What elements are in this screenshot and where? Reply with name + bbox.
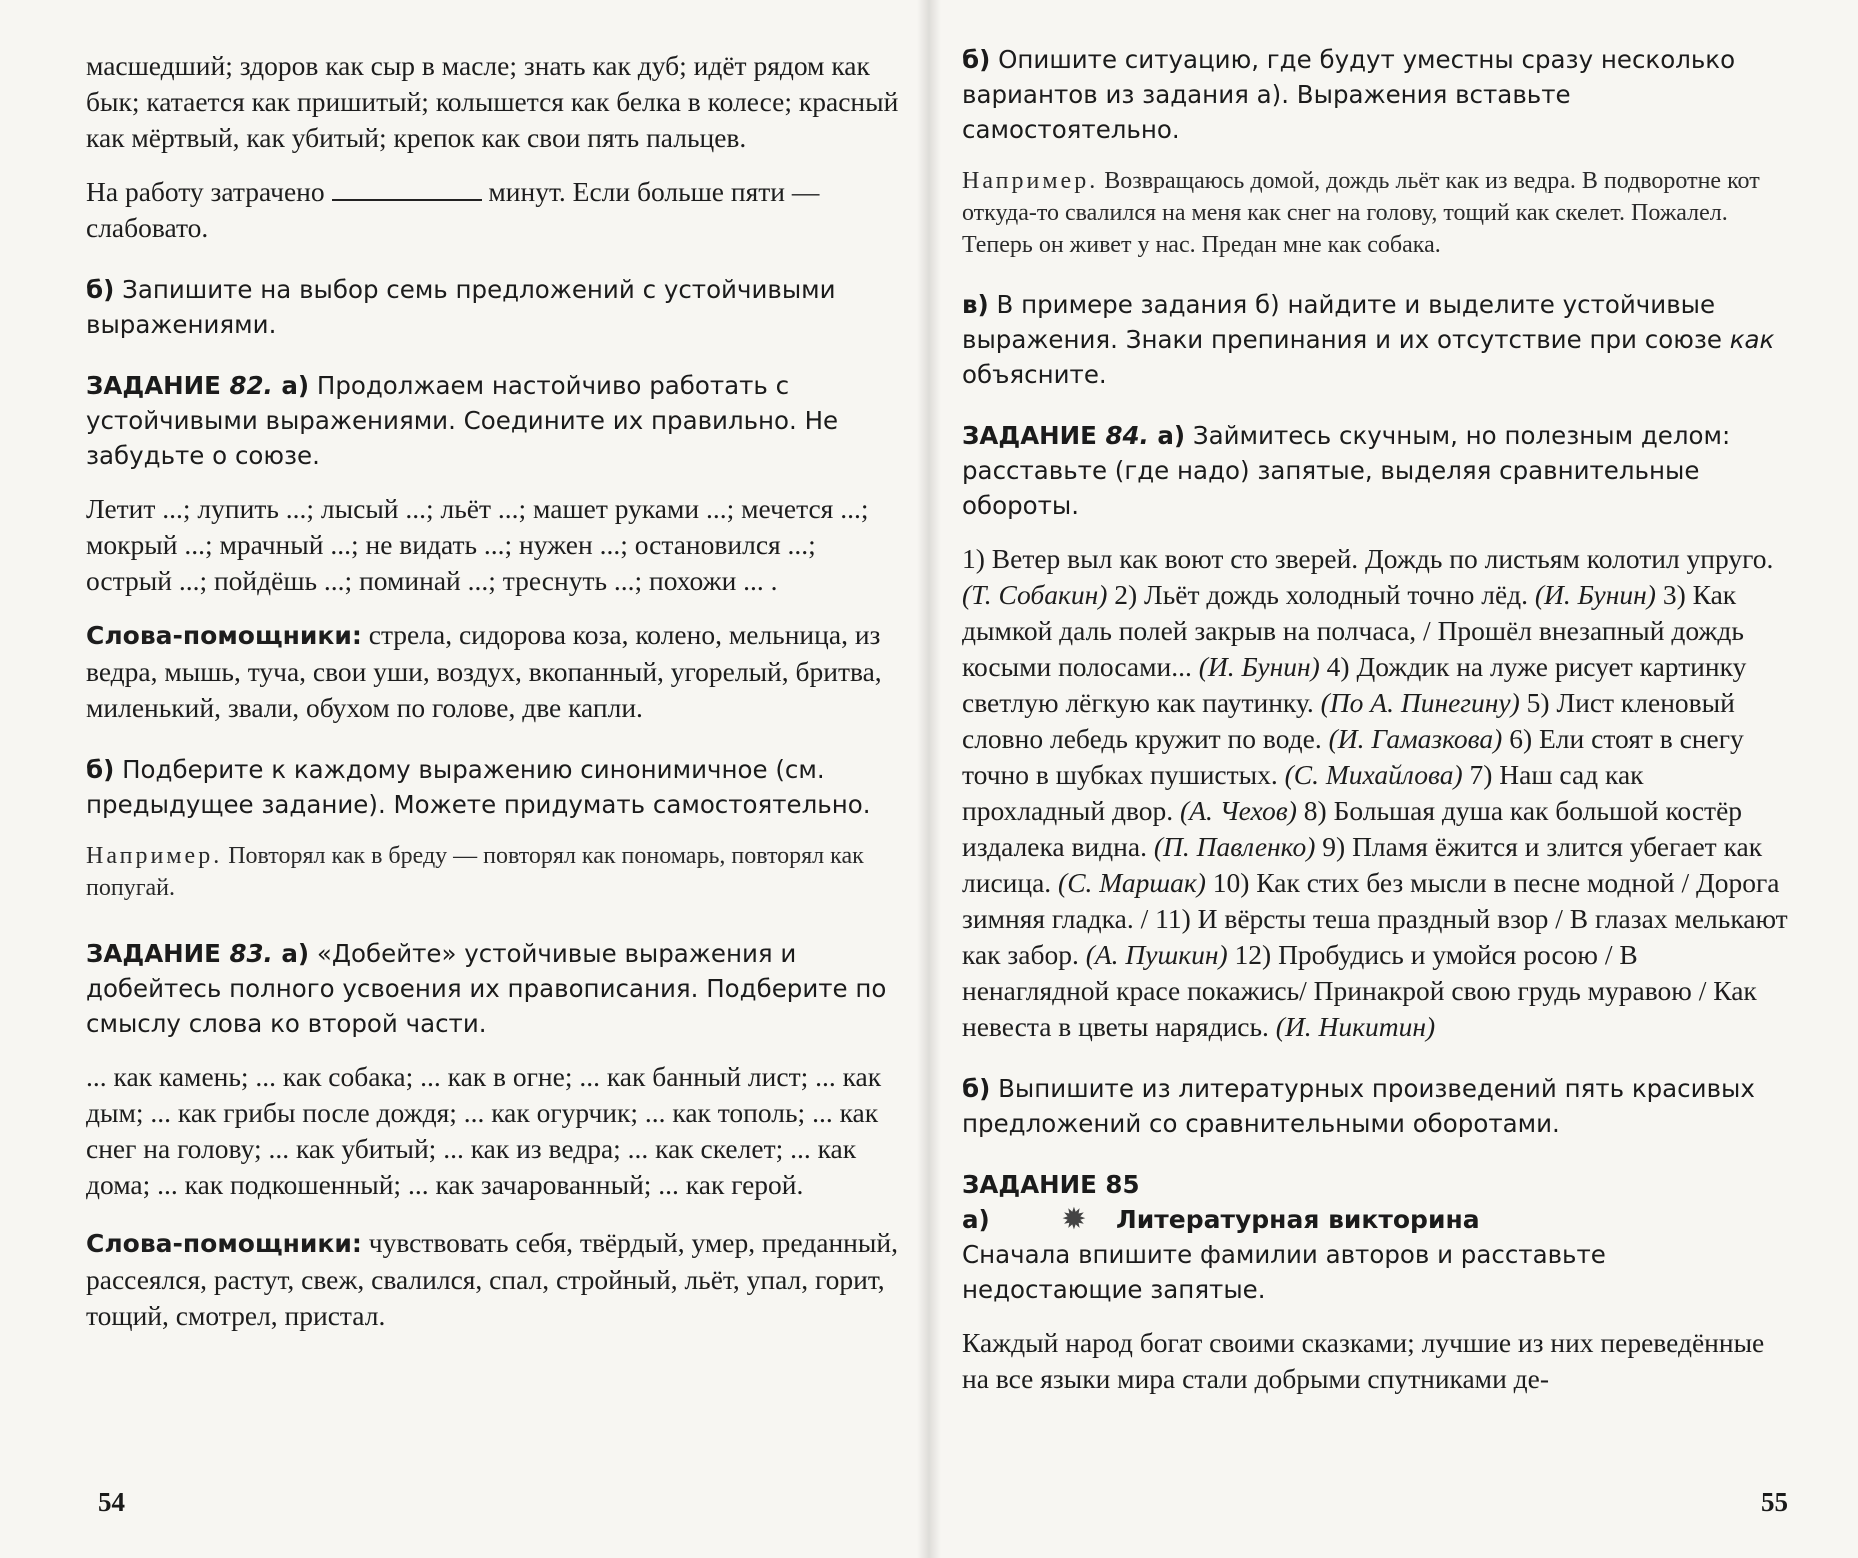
task-83b — [962, 42, 1788, 147]
quiz-title: Литературная викторина — [1116, 1205, 1480, 1234]
task-82b — [86, 752, 907, 822]
example-label: Например. — [86, 843, 223, 869]
page-number-left: 54 — [98, 1487, 125, 1517]
quote-text: 1) Ветер выл как воют сто зверей. Дождь по листьям колотил упруго. — [962, 543, 1774, 574]
time-spent-suffix: минут. Если больше пяти — слабовато. — [86, 176, 820, 243]
quote-author: (Т. Собакин) — [962, 579, 1108, 610]
quote-author: (А. Чехов) — [1180, 795, 1297, 826]
quote-author: (И. Никитин) — [1275, 1011, 1436, 1042]
task-83v-italic: как — [1729, 325, 1775, 354]
quote-author: (А. Пушкин) — [1085, 939, 1228, 970]
task-84-quotes — [962, 541, 1788, 1045]
paragraph-idioms-continued: масшедший; здоров как сыр в масле; знать как дуб; идёт рядом как бык; катается как пришитый; колышется как белка в колесе; красный как мёртвый, как убитый; крепок как свои пять пальцев. — [86, 50, 899, 153]
task-84-heading: ЗАДАНИЕ 84. а) — [962, 421, 1186, 450]
quiz-heading-row — [962, 1202, 1788, 1237]
task-84a-text: Займитесь скучным, но полезным делом: расставьте (где надо) запятые, выделяя сравнительные обороты. — [962, 421, 1731, 520]
helpers-text: стрела, сидорова коза, колено, мельница, из ведра, мышь, туча, свои уши, воздух, вкопанный, угорелый, бритва, миленький, звали, обухом по голове, две капли. — [86, 619, 882, 723]
example-text: Повторял как в бреду — повторял как пономарь, повторял как попугай. — [86, 843, 864, 901]
helpers-text: чувствовать себя, твёрдый, умер, преданный, рассеялся, растут, свеж, свалился, спал, стройный, льёт, упал, горит, тощий, смотрел, пристал. — [86, 1227, 898, 1331]
quote-author: (И. Бунин) — [1198, 651, 1320, 682]
task-82-list: Летит ...; лупить ...; лысый ...; льёт ...; машет руками ...; мечется ...; мокрый ...; мрачный ...; не видать ...; нужен ...; остановился ...; острый ...; пойдёшь ...; поминай ...; треснуть ...; похожи ... . — [86, 493, 869, 596]
quote-author: (По А. Пинегину) — [1320, 687, 1520, 718]
example-label: Например. — [962, 168, 1099, 194]
task-84b-text: Выпишите из литературных произведений пять красивых предложений со сравнительными оборотами. — [962, 1074, 1755, 1138]
task-84b — [962, 1071, 1788, 1141]
task-83a — [86, 936, 907, 1041]
quote-text: 4) Дождик на луже рисует картинку светлую лёгкую как паутинку. — [962, 651, 1747, 718]
quote-author: (И. Бунин) — [1534, 579, 1656, 610]
star-icon: ✹ — [1061, 1202, 1087, 1237]
quote-text: 6) Ели стоят в снегу точно в шубках пушистых. — [962, 723, 1744, 790]
example-text: Возвращаюсь домой, дождь льёт как из ведра. В подворотне кот откуда-то свалился на меня как снег на голову, тощий как скелет. Пожалел. Теперь он живет у нас. Предан мне как собака. — [962, 168, 1760, 258]
task-82a — [86, 368, 907, 473]
right-page — [929, 0, 1858, 1558]
quiz-paragraph: Каждый народ богат своими сказками; лучшие из них переведённые на все языки мира стали добрыми спутниками де- — [962, 1327, 1765, 1394]
task-83-list: ... как камень; ... как собака; ... как в огне; ... как банный лист; ... как дым; ... как грибы после дождя; ... как огурчик; ... как тополь; ... как снег на голову; ... как убитый; ... как из ведра; ... как скелет; ... как дома; ... как подкошенный; ... как зачарованный; ... как герой. — [86, 1061, 882, 1200]
task-82-heading: ЗАДАНИЕ 82. а) — [86, 371, 310, 400]
task-82a-text: Продолжаем настойчиво работать с устойчивыми выражениями. Соедините их правильно. Не забудьте о союзе. — [86, 371, 839, 470]
task-82b-label: б) — [86, 755, 115, 784]
quote-text: 10) Как стих без мысли в песне модной / Дорога зимняя гладка. / 11) И вёрсты теша праздный взор / В глазах мелькают как забор. — [962, 867, 1788, 970]
task-81b — [86, 272, 907, 342]
quiz-instructions: Сначала впишите фамилии авторов и расставьте недостающие запятые. — [962, 1240, 1606, 1304]
quote-text: 12) Пробудись и умойся росою / В ненаглядной красе покажись/ Принакрой свою грудь муравою / Как невеста в цветы нарядись. — [962, 939, 1757, 1042]
task-83-helpers — [86, 1225, 907, 1334]
quote-author: (С. Михайлова) — [1284, 759, 1463, 790]
quiz-a-label: а) — [962, 1205, 990, 1234]
task-83b-example — [962, 165, 1788, 261]
quote-author: (С. Маршак) — [1058, 867, 1206, 898]
time-spent-line — [86, 174, 907, 246]
quote-author: (И. Гамазкова) — [1328, 723, 1503, 754]
task-83-heading: ЗАДАНИЕ 83. а) — [86, 939, 310, 968]
task-83v — [962, 287, 1788, 392]
task-83v-text: В примере задания б) найдите и выделите устойчивые выражения. Знаки препинания и их отсутствие при союзе — [962, 290, 1722, 354]
quote-author: (П. Павленко) — [1153, 831, 1316, 862]
helpers-label: Слова-помощники: — [86, 621, 362, 650]
quote-text: 7) Наш сад как прохладный двор. — [962, 759, 1644, 826]
task-85-heading: ЗАДАНИЕ 85 — [962, 1170, 1140, 1199]
quote-text: 9) Пламя ёжится и злится убегает как лисица. — [962, 831, 1763, 898]
task-84a — [962, 418, 1788, 523]
task-82b-text: Подберите к каждому выражению синонимичное (см. предыдущее задание). Можете придумать самостоятельно. — [86, 755, 871, 819]
task-82-helpers — [86, 617, 907, 726]
task-84b-label: б) — [962, 1074, 991, 1103]
task-81b-label: б) — [86, 275, 115, 304]
task-83a-text: «Добейте» устойчивые выражения и добейтесь полного усвоения их правописания. Подберите по смыслу слова ко второй части. — [86, 939, 887, 1038]
book-gutter — [917, 0, 941, 1558]
task-83b-text: Опишите ситуацию, где будут уместны сразу несколько вариантов из задания а). Выражения вставьте самостоятельно. — [962, 45, 1736, 144]
task-83b-label: б) — [962, 45, 991, 74]
quote-text: 2) Льёт дождь холодный точно лёд. — [1107, 579, 1535, 610]
quote-text: 8) Большая душа как большой костёр издалека видна. — [962, 795, 1743, 862]
time-input-blank — [332, 179, 482, 201]
task-81b-text: Запишите на выбор семь предложений с устойчивыми выражениями. — [86, 275, 836, 339]
quote-text: 3) Как дымкой даль полей закрыв на полчаса, / Прошёл внезапный дождь косыми полосами... — [962, 579, 1744, 682]
task-82b-example — [86, 840, 907, 904]
time-spent-prefix: На работу затрачено — [86, 176, 325, 207]
helpers-label: Слова-помощники: — [86, 1229, 362, 1258]
quote-text: 5) Лист кленовый словно лебедь кружит по воде. — [962, 687, 1735, 754]
page-number-right: 55 — [1761, 1487, 1788, 1517]
task-83v-end: объясните. — [962, 360, 1107, 389]
task-83v-label: в) — [962, 290, 989, 319]
